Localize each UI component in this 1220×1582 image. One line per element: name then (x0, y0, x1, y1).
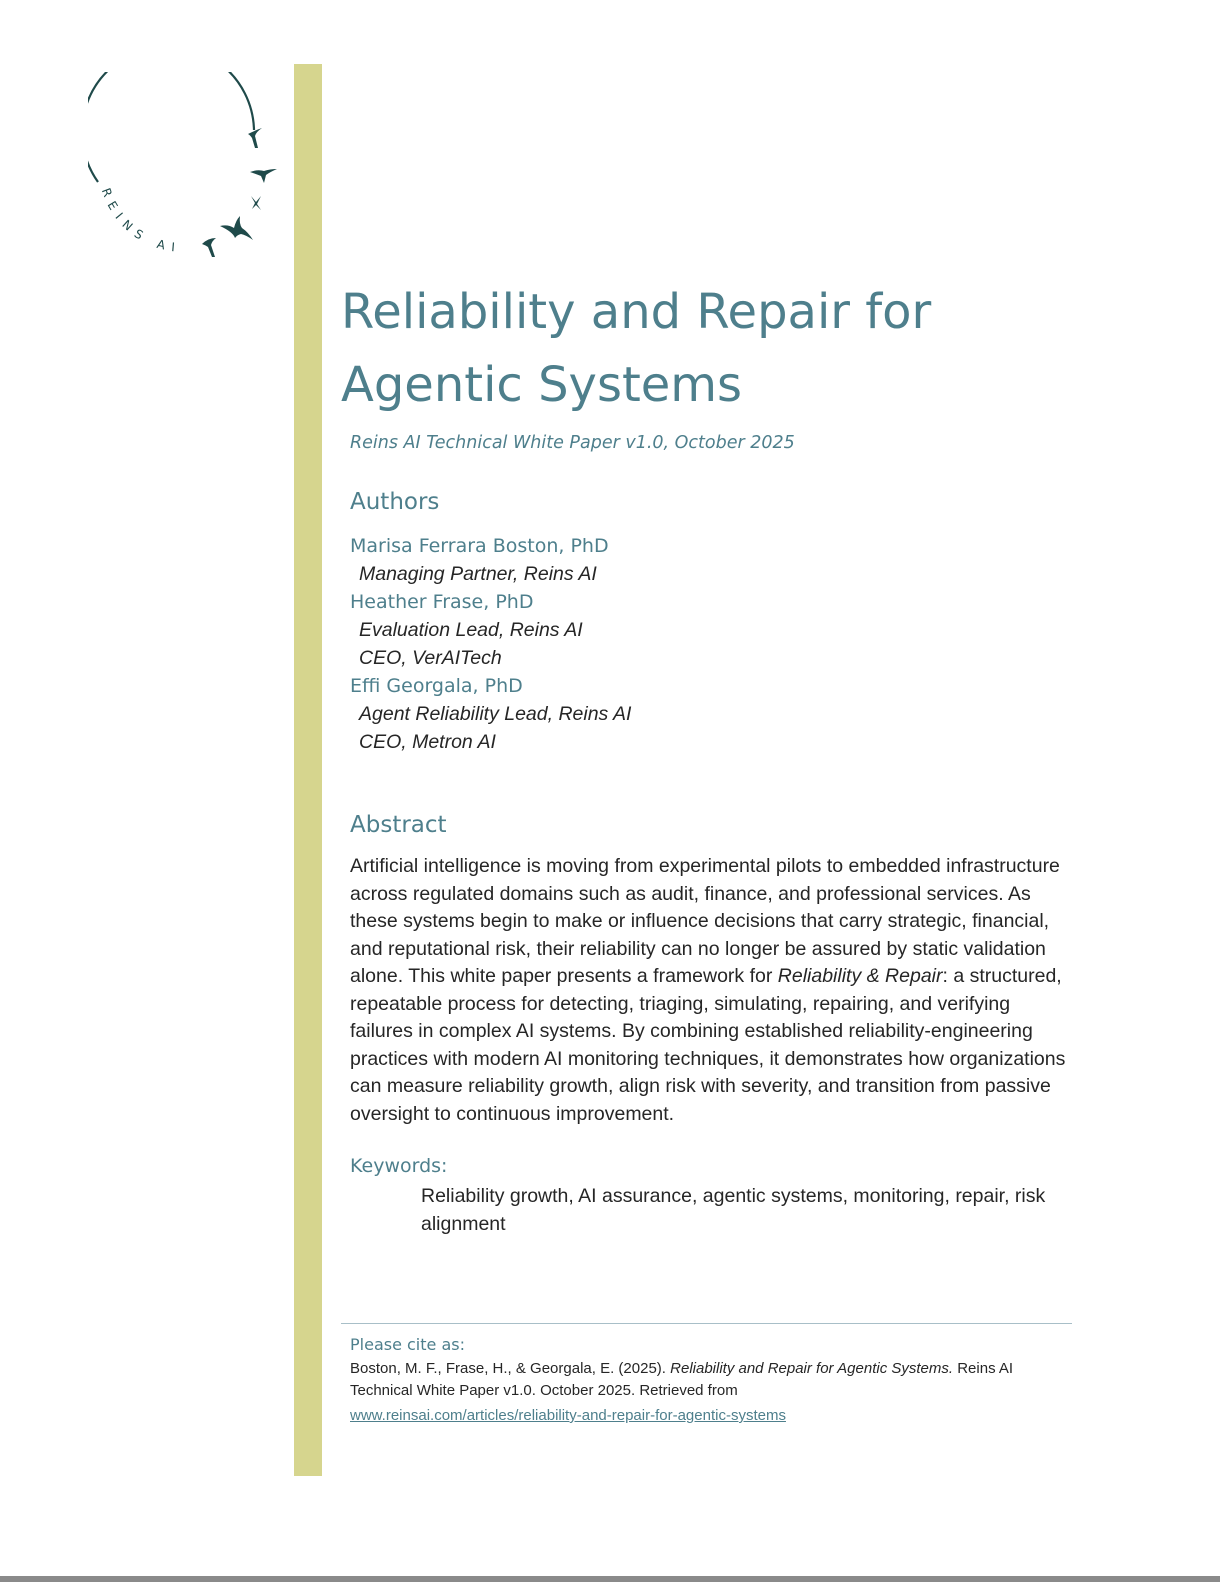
title-line-1: Reliability and Repair for (341, 284, 932, 340)
author-role: Managing Partner, Reins AI (359, 563, 597, 585)
logo-wordmark: REINS AI (98, 186, 183, 255)
citation-title: Reliability and Repair for Agentic Systems. (670, 1360, 954, 1377)
author-role: Agent Reliability Lead, Reins AI (359, 703, 632, 725)
title-line-2: Agentic Systems (341, 357, 743, 413)
author-role: Evaluation Lead, Reins AI (359, 619, 583, 641)
citation-divider (341, 1323, 1072, 1324)
bird-icon (251, 196, 261, 210)
reins-ai-logo-icon (88, 72, 288, 272)
author-name: Marisa Ferrara Boston, PhD (350, 535, 609, 557)
author-entry (350, 532, 950, 588)
abstract-heading: Abstract (350, 812, 447, 838)
abstract-text-part-2: : a structured, repeatable process for detecting, triaging, simulating, repairing, and verifying failures in complex AI systems. By combining established reliability-engineering practices with modern AI monitoring techniques, it demonstrates how organizations can measure reliability growth, align risk with severity, and transition from passive oversight to continuous improvement. (350, 965, 1066, 1125)
author-role: CEO, Metron AI (359, 731, 496, 753)
bird-icon (220, 216, 253, 240)
abstract-body (350, 853, 1070, 1128)
authors-list (350, 532, 950, 756)
citation-label: Please cite as: (350, 1335, 465, 1354)
citation-url-link[interactable]: www.reinsai.com/articles/reliability-and-repair-for-agentic-systems (350, 1407, 786, 1424)
citation-part-1: Boston, M. F., Frase, H., & Georgala, E. (2025). (350, 1360, 671, 1377)
bird-icon (202, 238, 216, 257)
author-name: Heather Frase, PhD (350, 591, 534, 613)
bird-icon (248, 128, 262, 148)
author-role: CEO, VerAITech (359, 647, 502, 669)
authors-heading: Authors (350, 489, 440, 515)
viewer-bottom-edge (0, 1576, 1220, 1582)
author-entry (350, 588, 950, 672)
author-entry (350, 672, 950, 756)
citation-part-2: Reins AI Technical White Paper v1.0. October 2025. Retrieved from (350, 1360, 1014, 1399)
abstract-text-part-1: Artificial intelligence is moving from experimental pilots to embedded infrastructure across regulated domains such as audit, finance, and professional services. As these systems begin to make or influence decisions that carry strategic, financial, and reputational risk, their reliability can no longer be assured by static validation alone. This white paper presents a framework for (350, 855, 1060, 987)
keywords-text: Reliability growth, AI assurance, agentic systems, monitoring, repair, risk alignment (421, 1185, 1046, 1235)
author-name: Effi Georgala, PhD (350, 675, 523, 697)
document-subtitle: Reins AI Technical White Paper v1.0, October 2025 (350, 433, 795, 453)
keywords-label: Keywords: (350, 1155, 448, 1177)
abstract-emphasis: Reliability & Repair (777, 965, 943, 987)
decorative-side-bar (294, 64, 322, 1476)
document-title (341, 276, 1101, 422)
citation-text (350, 1358, 1070, 1402)
bird-icon (250, 169, 277, 183)
